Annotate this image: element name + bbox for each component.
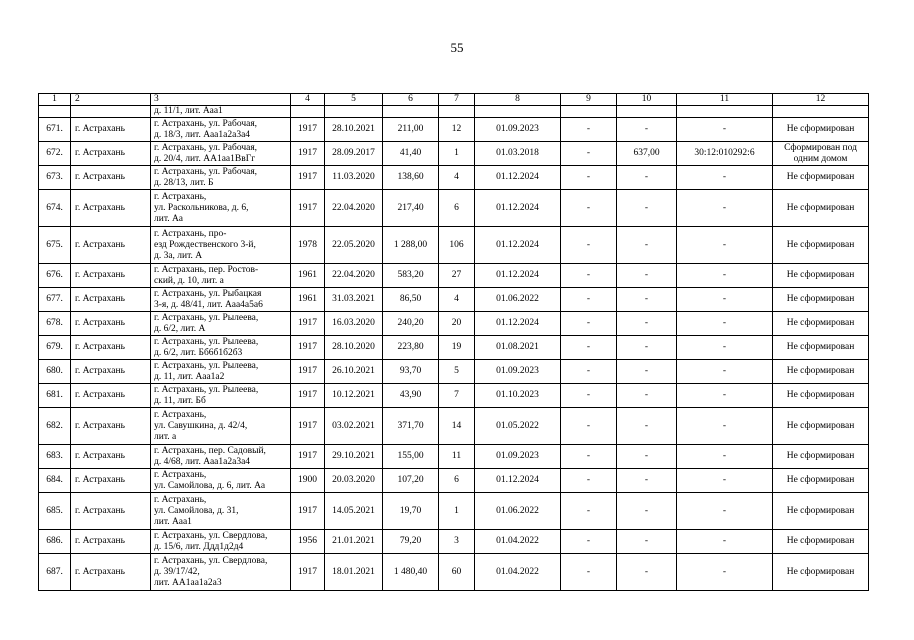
cell-date: 28.10.2020: [325, 336, 383, 360]
cell-date: 31.03.2021: [325, 288, 383, 312]
cell-area: 1 480,40: [383, 554, 439, 591]
cell-land-status: Не сформирован: [773, 336, 869, 360]
cell-residents: 19: [439, 336, 475, 360]
cell-date: 5: [325, 94, 383, 106]
housing-registry-table: [38, 93, 869, 591]
cell-date: 14.05.2021: [325, 493, 383, 530]
cell-residents: 1: [439, 493, 475, 530]
cell-deadline: 01.09.2023: [475, 445, 561, 469]
cell-cadastral-number: -: [677, 118, 773, 142]
cell-row-number: 677.: [39, 288, 71, 312]
cell-residents: 4: [439, 166, 475, 190]
cell-settlement: г. Астрахань: [71, 336, 151, 360]
cell-deadline: 01.05.2022: [475, 408, 561, 445]
cell-row-number: 674.: [39, 190, 71, 227]
cell-settlement: г. Астрахань: [71, 554, 151, 591]
cell-col9: -: [561, 288, 617, 312]
cell-residents: 106: [439, 227, 475, 264]
cell-cadastral-number: -: [677, 445, 773, 469]
cell-area: 240,20: [383, 312, 439, 336]
cell-row-number: 679.: [39, 336, 71, 360]
cell-date: 22.04.2020: [325, 190, 383, 227]
table-row: [39, 166, 869, 190]
table-row: [39, 190, 869, 227]
cell-year: 1917: [291, 384, 325, 408]
cell-address: г. Астрахань, про- езд Рождественского 3-й, д. 3а, лит. А: [151, 227, 291, 264]
cell-settlement: г. Астрахань: [71, 118, 151, 142]
cell-land-area: -: [617, 554, 677, 591]
cell-address: г. Астрахань, ул. Рылеева, д. 11, лит. Ааа1а2: [151, 360, 291, 384]
cell-col9: -: [561, 166, 617, 190]
cell-deadline: 8: [475, 94, 561, 106]
cell-residents: 7: [439, 384, 475, 408]
cell-land-status: Сформирован под одним домом: [773, 142, 869, 166]
cell-cadastral-number: -: [677, 227, 773, 264]
cell-land-status: [773, 106, 869, 118]
cell-settlement: г. Астрахань: [71, 190, 151, 227]
table-row: [39, 360, 869, 384]
cell-settlement: г. Астрахань: [71, 384, 151, 408]
cell-date: 29.10.2021: [325, 445, 383, 469]
cell-residents: [439, 106, 475, 118]
cell-land-status: Не сформирован: [773, 384, 869, 408]
cell-address: г. Астрахань, ул. Самойлова, д. 31, лит. Ааа1: [151, 493, 291, 530]
cell-cadastral-number: -: [677, 336, 773, 360]
cell-land-area: -: [617, 227, 677, 264]
cell-land-status: Не сформирован: [773, 530, 869, 554]
cell-year: 1961: [291, 264, 325, 288]
table-row: [39, 142, 869, 166]
table-row: [39, 445, 869, 469]
cell-col9: -: [561, 227, 617, 264]
cell-deadline: 01.04.2022: [475, 530, 561, 554]
cell-land-status: Не сформирован: [773, 469, 869, 493]
cell-residents: 27: [439, 264, 475, 288]
cell-row-number: 684.: [39, 469, 71, 493]
cell-date: 28.09.2017: [325, 142, 383, 166]
cell-area: 19,70: [383, 493, 439, 530]
cell-settlement: г. Астрахань: [71, 264, 151, 288]
cell-year: 1917: [291, 493, 325, 530]
cell-year: 1917: [291, 312, 325, 336]
cell-address: г. Астрахань, ул. Рылеева, д. 11, лит. Бб: [151, 384, 291, 408]
cell-cadastral-number: -: [677, 554, 773, 591]
cell-residents: 14: [439, 408, 475, 445]
table-row: [39, 288, 869, 312]
cell-col9: -: [561, 264, 617, 288]
cell-col9: -: [561, 336, 617, 360]
cell-year: 4: [291, 94, 325, 106]
cell-land-area: -: [617, 190, 677, 227]
cell-settlement: г. Астрахань: [71, 360, 151, 384]
cell-cadastral-number: -: [677, 312, 773, 336]
cell-deadline: 01.12.2024: [475, 190, 561, 227]
cell-land-area: -: [617, 408, 677, 445]
cell-address: г. Астрахань, ул. Рылеева, д. 6/2, лит. А: [151, 312, 291, 336]
cell-year: [291, 106, 325, 118]
cell-deadline: 01.09.2023: [475, 360, 561, 384]
cell-deadline: 01.12.2024: [475, 469, 561, 493]
cell-year: 1978: [291, 227, 325, 264]
cell-cadastral-number: -: [677, 384, 773, 408]
cell-land-area: -: [617, 264, 677, 288]
cell-cadastral-number: -: [677, 408, 773, 445]
cell-land-status: Не сформирован: [773, 190, 869, 227]
cell-address: г. Астрахань, пер. Ростов- ский, д. 10, лит. а: [151, 264, 291, 288]
cell-settlement: г. Астрахань: [71, 166, 151, 190]
cell-land-status: Не сформирован: [773, 360, 869, 384]
cell-year: 1917: [291, 360, 325, 384]
cell-col9: -: [561, 142, 617, 166]
cell-settlement: г. Астрахань: [71, 469, 151, 493]
cell-cadastral-number: 11: [677, 94, 773, 106]
cell-residents: 6: [439, 469, 475, 493]
cell-area: 41,40: [383, 142, 439, 166]
cell-settlement: г. Астрахань: [71, 445, 151, 469]
cell-date: 26.10.2021: [325, 360, 383, 384]
cell-address: г. Астрахань, ул. Рабочая, д. 20/4, лит. АА1аа1ВвГг: [151, 142, 291, 166]
cell-col9: -: [561, 312, 617, 336]
cell-year: 1917: [291, 336, 325, 360]
cell-address: г. Астрахань, ул. Свердлова, д. 15/6, лит. Ддд1д2д4: [151, 530, 291, 554]
cell-date: 11.03.2020: [325, 166, 383, 190]
cell-deadline: [475, 106, 561, 118]
table-header-row: [39, 94, 869, 106]
cell-settlement: г. Астрахань: [71, 312, 151, 336]
cell-area: 86,50: [383, 288, 439, 312]
cell-col9: -: [561, 445, 617, 469]
cell-cadastral-number: 30:12:010292:6: [677, 142, 773, 166]
cell-row-number: 675.: [39, 227, 71, 264]
cell-area: 43,90: [383, 384, 439, 408]
cell-residents: 5: [439, 360, 475, 384]
cell-row-number: 685.: [39, 493, 71, 530]
cell-row-number: [39, 106, 71, 118]
cell-address: г. Астрахань, ул. Рабочая, д. 28/13, лит. Б: [151, 166, 291, 190]
cell-deadline: 01.08.2021: [475, 336, 561, 360]
cell-land-status: Не сформирован: [773, 264, 869, 288]
cell-land-area: -: [617, 384, 677, 408]
cell-deadline: 01.06.2022: [475, 288, 561, 312]
cell-row-number: 676.: [39, 264, 71, 288]
cell-deadline: 01.12.2024: [475, 227, 561, 264]
table-row: [39, 408, 869, 445]
cell-residents: 12: [439, 118, 475, 142]
cell-date: 21.01.2021: [325, 530, 383, 554]
cell-year: 1917: [291, 445, 325, 469]
cell-residents: 60: [439, 554, 475, 591]
table-row: [39, 264, 869, 288]
cell-land-area: -: [617, 118, 677, 142]
cell-address: г. Астрахань, ул. Свердлова, д. 39/17/42, лит. АА1аа1а2а3: [151, 554, 291, 591]
cell-area: 1 288,00: [383, 227, 439, 264]
cell-residents: 11: [439, 445, 475, 469]
cell-col9: -: [561, 469, 617, 493]
cell-land-area: -: [617, 469, 677, 493]
cell-deadline: 01.12.2024: [475, 166, 561, 190]
cell-area: [383, 106, 439, 118]
cell-cadastral-number: -: [677, 166, 773, 190]
cell-year: 1917: [291, 190, 325, 227]
cell-deadline: 01.12.2024: [475, 264, 561, 288]
cell-address: г. Астрахань, ул. Раскольникова, д. 6, лит. Аа: [151, 190, 291, 227]
cell-date: 22.04.2020: [325, 264, 383, 288]
cell-land-status: Не сформирован: [773, 118, 869, 142]
cell-address: г. Астрахань, ул. Самойлова, д. 6, лит. Аа: [151, 469, 291, 493]
cell-cadastral-number: -: [677, 360, 773, 384]
cell-cadastral-number: -: [677, 264, 773, 288]
cell-address: г. Астрахань, ул. Савушкина, д. 42/4, лит. а: [151, 408, 291, 445]
cell-residents: 6: [439, 190, 475, 227]
cell-residents: 1: [439, 142, 475, 166]
cell-land-area: -: [617, 530, 677, 554]
cell-row-number: 686.: [39, 530, 71, 554]
cell-cadastral-number: -: [677, 493, 773, 530]
cell-land-status: Не сформирован: [773, 445, 869, 469]
cell-land-area: 637,00: [617, 142, 677, 166]
cell-row-number: 673.: [39, 166, 71, 190]
cell-land-status: Не сформирован: [773, 166, 869, 190]
cell-residents: 3: [439, 530, 475, 554]
cell-col9: -: [561, 493, 617, 530]
cell-date: 28.10.2021: [325, 118, 383, 142]
cell-cadastral-number: -: [677, 288, 773, 312]
cell-date: 16.03.2020: [325, 312, 383, 336]
cell-land-status: 12: [773, 94, 869, 106]
cell-area: 211,00: [383, 118, 439, 142]
cell-land-status: Не сформирован: [773, 312, 869, 336]
cell-col9: -: [561, 530, 617, 554]
cell-cadastral-number: -: [677, 469, 773, 493]
cell-land-status: Не сформирован: [773, 408, 869, 445]
cell-residents: 7: [439, 94, 475, 106]
cell-land-area: [617, 106, 677, 118]
table-row: [39, 493, 869, 530]
cell-residents: 4: [439, 288, 475, 312]
cell-settlement: г. Астрахань: [71, 288, 151, 312]
table-row: [39, 384, 869, 408]
cell-settlement: 2: [71, 94, 151, 106]
cell-land-area: -: [617, 493, 677, 530]
cell-land-status: Не сформирован: [773, 227, 869, 264]
cell-row-number: 683.: [39, 445, 71, 469]
cell-deadline: 01.03.2018: [475, 142, 561, 166]
table-row: [39, 469, 869, 493]
cell-land-area: -: [617, 312, 677, 336]
cell-col9: [561, 106, 617, 118]
cell-land-area: -: [617, 288, 677, 312]
cell-settlement: г. Астрахань: [71, 227, 151, 264]
cell-address: д. 11/1, лит. Ааа1: [151, 106, 291, 118]
table-row: [39, 554, 869, 591]
cell-settlement: г. Астрахань: [71, 408, 151, 445]
cell-year: 1961: [291, 288, 325, 312]
cell-date: 18.01.2021: [325, 554, 383, 591]
cell-land-area: -: [617, 360, 677, 384]
cell-address: 3: [151, 94, 291, 106]
cell-row-number: 680.: [39, 360, 71, 384]
cell-area: 223,80: [383, 336, 439, 360]
cell-address: г. Астрахань, ул. Рыбацкая 3-я, д. 48/41, лит. Ааа4а5а6: [151, 288, 291, 312]
cell-settlement: г. Астрахань: [71, 493, 151, 530]
cell-date: 10.12.2021: [325, 384, 383, 408]
cell-land-area: -: [617, 445, 677, 469]
cell-date: 20.03.2020: [325, 469, 383, 493]
cell-col9: -: [561, 360, 617, 384]
cell-date: 22.05.2020: [325, 227, 383, 264]
cell-deadline: 01.09.2023: [475, 118, 561, 142]
cell-row-number: 671.: [39, 118, 71, 142]
cell-address: г. Астрахань, пер. Садовый, д. 4/68, лит. Ааа1а2а3а4: [151, 445, 291, 469]
cell-land-area: 10: [617, 94, 677, 106]
cell-address: г. Астрахань, ул. Рабочая, д. 18/3, лит. Ааа1а2а3а4: [151, 118, 291, 142]
cell-land-status: Не сформирован: [773, 493, 869, 530]
cell-col9: 9: [561, 94, 617, 106]
cell-date: 03.02.2021: [325, 408, 383, 445]
cell-land-status: Не сформирован: [773, 554, 869, 591]
cell-deadline: 01.06.2022: [475, 493, 561, 530]
cell-area: 138,60: [383, 166, 439, 190]
cell-land-area: -: [617, 336, 677, 360]
cell-col9: -: [561, 118, 617, 142]
cell-area: 155,00: [383, 445, 439, 469]
table-row: [39, 118, 869, 142]
cell-deadline: 01.04.2022: [475, 554, 561, 591]
cell-year: 1917: [291, 142, 325, 166]
cell-land-status: Не сформирован: [773, 288, 869, 312]
cell-row-number: 678.: [39, 312, 71, 336]
cell-area: 107,20: [383, 469, 439, 493]
cell-col9: -: [561, 384, 617, 408]
table-row: [39, 530, 869, 554]
cell-row-number: 1: [39, 94, 71, 106]
cell-year: 1917: [291, 166, 325, 190]
cell-col9: -: [561, 554, 617, 591]
page-number: 55: [450, 40, 464, 55]
cell-col9: -: [561, 408, 617, 445]
cell-year: 1956: [291, 530, 325, 554]
table-row: [39, 227, 869, 264]
cell-area: 93,70: [383, 360, 439, 384]
cell-address: г. Астрахань, ул. Рылеева, д. 6/2, лит. Бб6б1б2б3: [151, 336, 291, 360]
cell-row-number: 672.: [39, 142, 71, 166]
table-row-continuation: [39, 106, 869, 118]
cell-deadline: 01.12.2024: [475, 312, 561, 336]
table-row: [39, 336, 869, 360]
cell-area: 371,70: [383, 408, 439, 445]
cell-year: 1900: [291, 469, 325, 493]
cell-settlement: г. Астрахань: [71, 142, 151, 166]
cell-deadline: 01.10.2023: [475, 384, 561, 408]
cell-settlement: г. Астрахань: [71, 530, 151, 554]
cell-row-number: 687.: [39, 554, 71, 591]
cell-row-number: 682.: [39, 408, 71, 445]
cell-col9: -: [561, 190, 617, 227]
cell-date: [325, 106, 383, 118]
table-row: [39, 312, 869, 336]
cell-year: 1917: [291, 554, 325, 591]
cell-row-number: 681.: [39, 384, 71, 408]
cell-area: 583,20: [383, 264, 439, 288]
cell-land-area: -: [617, 166, 677, 190]
cell-year: 1917: [291, 118, 325, 142]
cell-settlement: [71, 106, 151, 118]
cell-cadastral-number: -: [677, 190, 773, 227]
cell-cadastral-number: -: [677, 530, 773, 554]
cell-area: 217,40: [383, 190, 439, 227]
cell-area: 6: [383, 94, 439, 106]
cell-year: 1917: [291, 408, 325, 445]
cell-residents: 20: [439, 312, 475, 336]
cell-area: 79,20: [383, 530, 439, 554]
cell-cadastral-number: [677, 106, 773, 118]
